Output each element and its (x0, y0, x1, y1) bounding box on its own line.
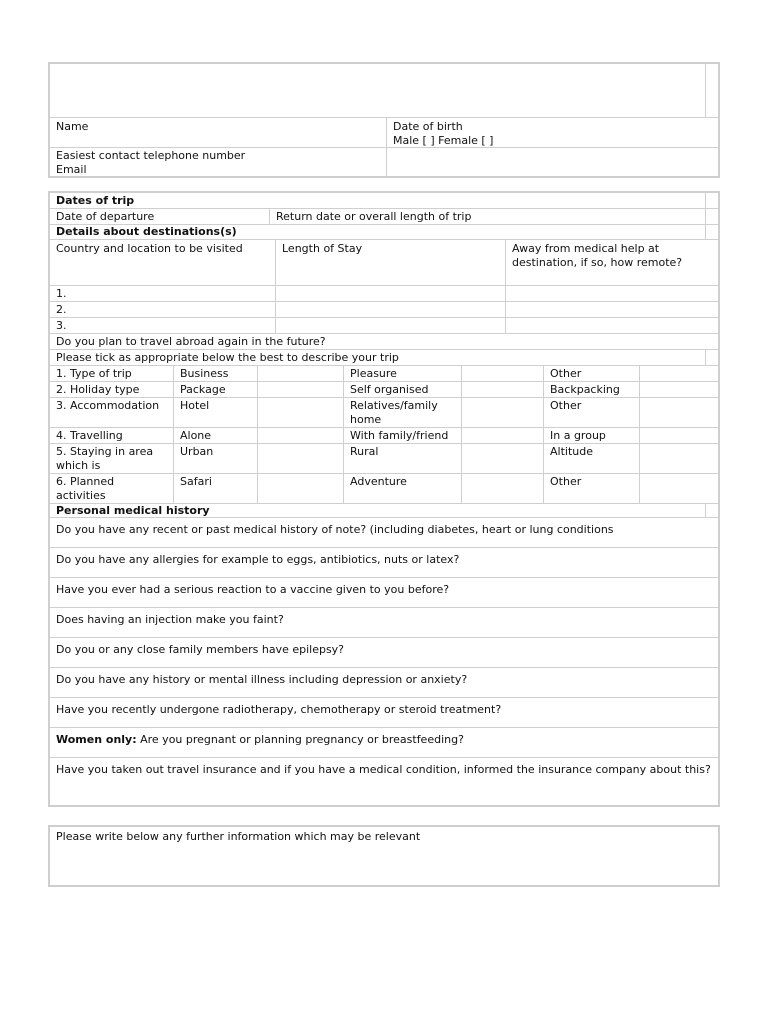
header-blank-row (50, 64, 718, 118)
dest-number[interactable]: 3. (50, 318, 276, 333)
trip-medical-table (48, 191, 720, 807)
dest-row-3 (50, 318, 718, 334)
tick-box-a[interactable] (258, 428, 344, 443)
tick-box-c[interactable] (640, 398, 718, 427)
option-a: Business (174, 366, 258, 381)
dest-away-cell[interactable] (506, 286, 718, 301)
medical-question[interactable]: Have you recently undergone radiotherapy, chemotherapy or steroid treatment? (56, 703, 502, 716)
option-c: Other (544, 366, 640, 381)
contact-row (50, 148, 718, 178)
col-country: Country and location to be visited (50, 240, 276, 285)
option-a: Package (174, 382, 258, 397)
name-row (50, 118, 718, 148)
dest-number[interactable]: 1. (50, 286, 276, 301)
tick-box-c[interactable] (640, 428, 718, 443)
blank-cell[interactable] (50, 64, 706, 117)
personal-details-table (48, 62, 720, 178)
dates-heading-row (50, 193, 718, 209)
medical-heading: Personal medical history (50, 504, 706, 517)
trip-type-row (50, 474, 718, 504)
dob-field[interactable] (387, 118, 718, 147)
trip-type-label: 1. Type of trip (50, 366, 174, 381)
medical-question[interactable]: Do you have any history or mental illness including depression or anxiety? (56, 673, 468, 686)
option-c: Altitude (544, 444, 640, 473)
contact-blank-cell[interactable] (387, 148, 718, 178)
future-question[interactable]: Do you plan to travel abroad again in the future? (56, 335, 326, 348)
trip-type-row (50, 398, 718, 428)
tick-box-b[interactable] (462, 428, 544, 443)
trip-type-label: 6. Planned activities (50, 474, 174, 503)
dest-length-cell[interactable] (276, 286, 506, 301)
option-b: Relatives/family home (344, 398, 462, 427)
tick-box-b[interactable] (462, 366, 544, 381)
email-label: Email (56, 163, 87, 176)
women-question[interactable] (50, 728, 718, 757)
tick-box-a[interactable] (258, 382, 344, 397)
tick-box-a[interactable] (258, 366, 344, 381)
tick-row (50, 350, 718, 366)
tick-box-a[interactable] (258, 444, 344, 473)
insurance-row (50, 758, 718, 781)
departure-label[interactable]: Date of departure (50, 209, 270, 224)
name-field[interactable] (50, 118, 387, 147)
tick-box-b[interactable] (462, 444, 544, 473)
option-a: Alone (174, 428, 258, 443)
name-label: Name (56, 120, 89, 133)
dest-row-2 (50, 302, 718, 318)
option-c: Other (544, 474, 640, 503)
medical-question[interactable]: Do you have any allergies for example to eggs, antibiotics, nuts or latex? (56, 553, 460, 566)
medical-question-row (50, 518, 718, 548)
dest-heading: Details about destinations(s) (50, 225, 706, 239)
medical-question-row (50, 548, 718, 578)
dest-number[interactable]: 2. (50, 302, 276, 317)
medical-heading-row (50, 504, 718, 518)
dest-length-cell[interactable] (276, 318, 506, 333)
medical-question-row (50, 608, 718, 638)
option-a: Hotel (174, 398, 258, 427)
dest-columns-row (50, 240, 718, 286)
dates-heading: Dates of trip (50, 193, 706, 208)
option-b: Pleasure (344, 366, 462, 381)
medical-question[interactable]: Have you ever had a serious reaction to a vaccine given to you before? (56, 583, 450, 596)
medical-question-row (50, 668, 718, 698)
medical-question-row (50, 638, 718, 668)
tick-box-a[interactable] (258, 474, 344, 503)
tick-instructions: Please tick as appropriate below the best to describe your trip (50, 350, 706, 365)
tick-box-b[interactable] (462, 398, 544, 427)
women-question-text: Are you pregnant or planning pregnancy or breastfeeding? (140, 733, 464, 746)
tick-box-a[interactable] (258, 398, 344, 427)
option-c: Backpacking (544, 382, 640, 397)
trip-type-label: 2. Holiday type (50, 382, 174, 397)
dates-row (50, 209, 718, 225)
contact-field[interactable] (50, 148, 387, 178)
insurance-question[interactable]: Have you taken out travel insurance and if you have a medical condition, informed the insurance company about this? (56, 763, 711, 776)
tick-box-c[interactable] (640, 382, 718, 397)
dest-away-cell[interactable] (506, 302, 718, 317)
trip-type-label: 4. Travelling (50, 428, 174, 443)
medical-question-row (50, 698, 718, 728)
further-info-box[interactable] (48, 825, 720, 887)
women-label: Women only: (56, 733, 137, 746)
medical-question[interactable]: Do you have any recent or past medical history of note? (including diabetes, heart or lung conditions (56, 523, 614, 536)
option-c: In a group (544, 428, 640, 443)
edge-cell (706, 64, 718, 117)
option-c: Other (544, 398, 640, 427)
dest-away-cell[interactable] (506, 318, 718, 333)
women-question-row (50, 728, 718, 758)
tick-box-c[interactable] (640, 366, 718, 381)
tick-box-c[interactable] (640, 474, 718, 503)
option-b: Adventure (344, 474, 462, 503)
return-label[interactable]: Return date or overall length of trip (270, 209, 706, 224)
medical-question-row (50, 578, 718, 608)
option-a: Safari (174, 474, 258, 503)
gender-label: Male [ ] Female [ ] (393, 134, 494, 147)
option-b: With family/friend (344, 428, 462, 443)
tick-box-b[interactable] (462, 474, 544, 503)
tick-box-c[interactable] (640, 444, 718, 473)
option-a: Urban (174, 444, 258, 473)
dest-heading-row (50, 225, 718, 240)
trip-type-label: 5. Staying in area which is (50, 444, 174, 473)
medical-question[interactable]: Do you or any close family members have epilepsy? (56, 643, 345, 656)
trip-type-row (50, 382, 718, 398)
trip-type-row (50, 366, 718, 382)
col-away: Away from medical help at destination, if so, how remote? (512, 242, 683, 269)
future-row (50, 334, 718, 350)
trip-type-label: 3. Accommodation (50, 398, 174, 427)
dest-length-cell[interactable] (276, 302, 506, 317)
dob-label: Date of birth (393, 120, 463, 133)
medical-question[interactable]: Does having an injection make you faint? (56, 613, 284, 626)
col-length: Length of Stay (276, 240, 506, 285)
trip-type-row (50, 428, 718, 444)
tick-box-b[interactable] (462, 382, 544, 397)
dest-row-1 (50, 286, 718, 302)
option-b: Rural (344, 444, 462, 473)
phone-label: Easiest contact telephone number (56, 149, 246, 162)
further-info-label: Please write below any further information which may be relevant (56, 830, 421, 843)
option-b: Self organised (344, 382, 462, 397)
trip-type-row (50, 444, 718, 474)
